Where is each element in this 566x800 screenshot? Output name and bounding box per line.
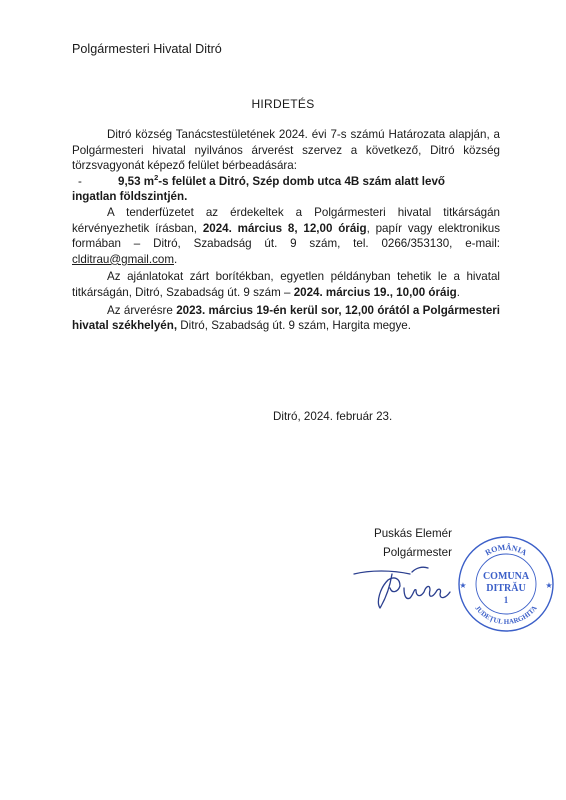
property-description-cont: ingatlan földszintjén. [72, 190, 188, 204]
handwritten-signature [340, 558, 470, 618]
svg-text:JUDEȚUL HARGHITA: JUDEȚUL HARGHITA [473, 604, 539, 627]
signatory-name: Puskás Elemér [374, 527, 452, 540]
issuing-office: Polgármesteri Hivatal Ditró [72, 42, 222, 56]
paragraph-offers: Az ajánlatokat zárt borítékban, egyetlen példányban tehetik le a hivatal titkárságán, Ditró, Szabadság út. 9 szám – 2024. március 19., 10,00 óráig. [72, 270, 500, 299]
paragraph-tender: A tenderfüzetet az érdekeltek a Polgármesteri hivatal titkárságán kérvényezhetik írásban, 2024. március 8, 12,00 óráig, papír vagy elektronikus formában – Ditró, Szabadság út. 9 szám, tel. 0266/353130, e-mail: clditrau@gmail.com. [72, 205, 500, 266]
svg-text:COMUNA: COMUNA [482, 571, 530, 582]
official-stamp [454, 532, 558, 636]
svg-text:★: ★ [459, 581, 467, 590]
list-dash: - [78, 174, 82, 188]
document-date: Ditró, 2024. február 23. [273, 410, 393, 423]
email-link[interactable]: clditrau@gmail.com [72, 252, 174, 266]
svg-text:ROMÂNIA: ROMÂNIA [483, 542, 529, 558]
paragraph-intro: Ditró község Tanácstestületének 2024. évi 7-s számú Határozata alapján, a Polgármesteri hivatal nyilvános árverést szervez a következő, Ditró község törzsvagyonát képező felület bérbeadására: [72, 128, 500, 173]
announcement-body [72, 127, 500, 334]
property-description: 9,53 $m^2-s$ felület a Ditró, Szép domb utca 4B szám alatt levő [118, 172, 445, 188]
signatory-role: Polgármester [383, 546, 452, 559]
list-item-property [72, 174, 500, 190]
document-title: HIRDETÉS [251, 97, 315, 111]
svg-text:DITRĂU: DITRĂU [486, 583, 526, 594]
paragraph-auction: Az árverésre 2023. március 19-én kerül sor, 12,00 órától a Polgármesteri hivatal székhelyén, Ditró, Szabadság út. 9 szám, Hargita megye. [72, 303, 500, 333]
svg-text:1: 1 [503, 595, 509, 605]
svg-text:★: ★ [545, 581, 553, 590]
